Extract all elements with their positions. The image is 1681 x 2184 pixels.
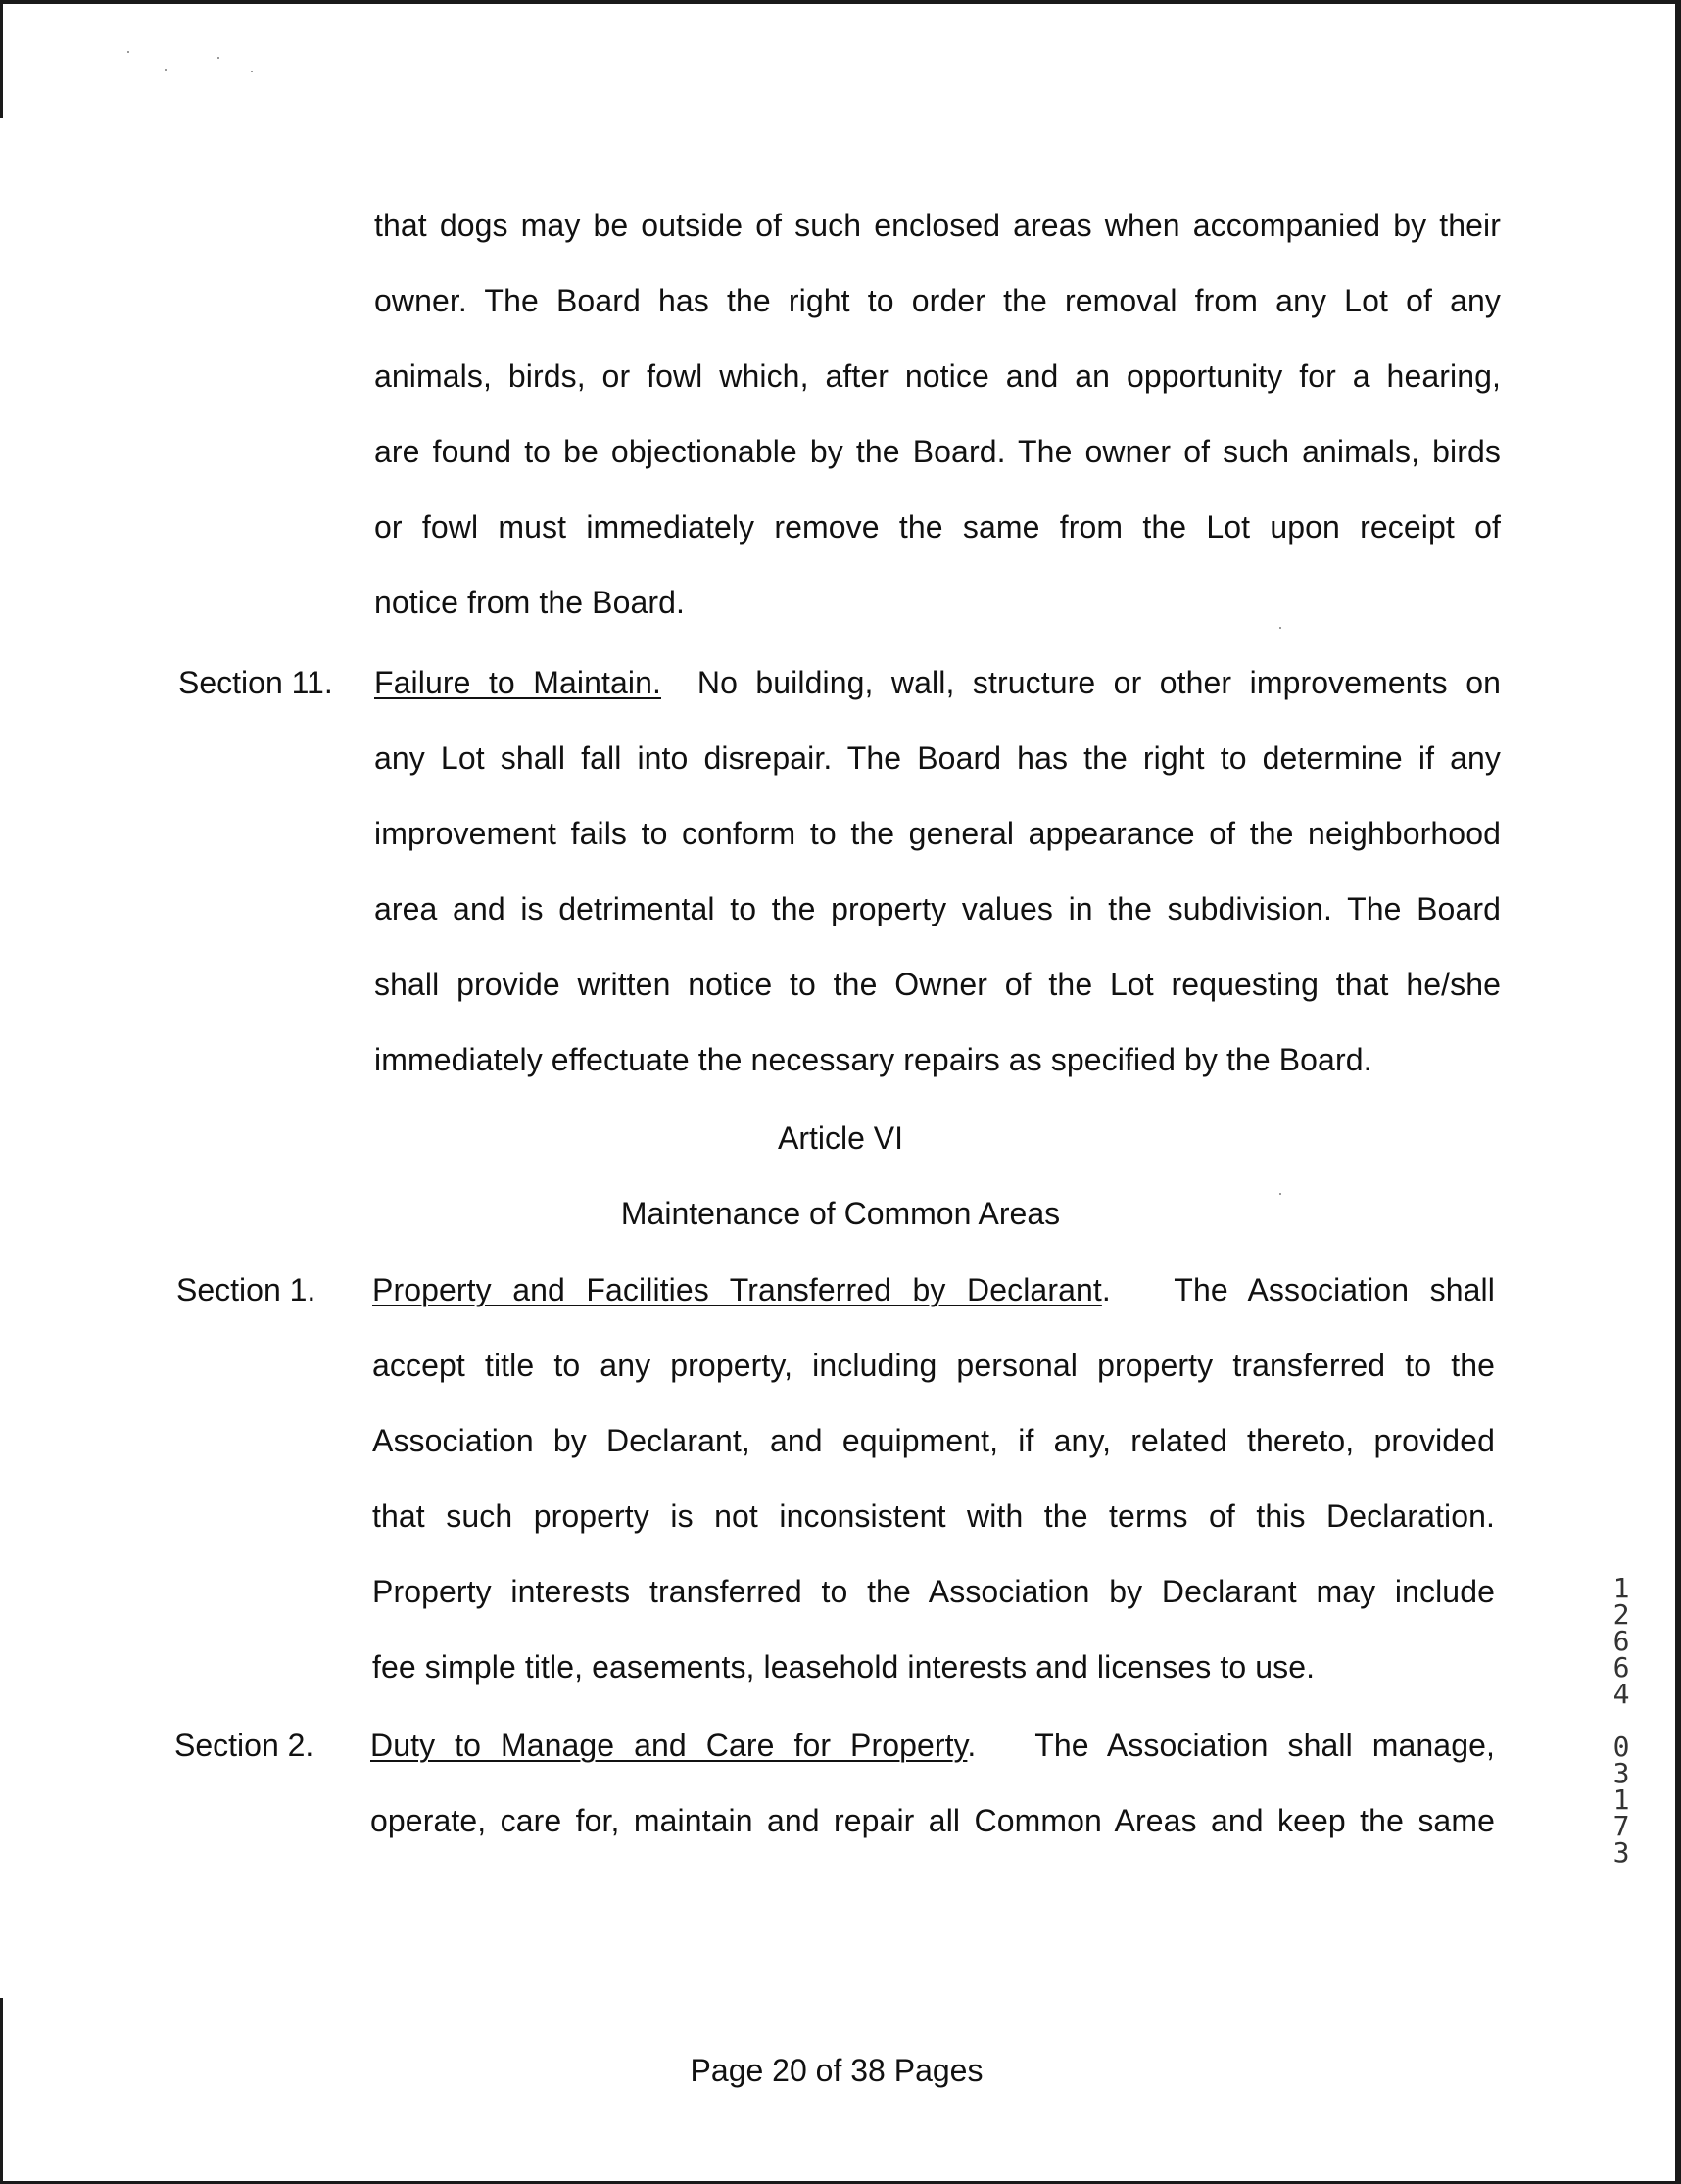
text-line: or fowl must immediately remove the same from the Lot upon receipt of	[374, 509, 1501, 545]
stamp-digit: 4	[1612, 1678, 1630, 1710]
section-heading: Failure to Maintain.	[374, 665, 661, 700]
scan-border-left-top	[0, 0, 3, 118]
text-line: that such property is not inconsistent with the terms of this Declaration.	[372, 1498, 1495, 1534]
scan-speck	[127, 51, 129, 53]
section-heading-line	[374, 663, 1501, 702]
section-heading-period: .	[1101, 1272, 1111, 1307]
section-label: Section 1.	[176, 1272, 316, 1307]
text-line: improvement fails to conform to the general appearance of the neighborhood	[374, 816, 1501, 851]
stamp-digit: 7	[1612, 1810, 1630, 1842]
section-text: The Association shall manage,	[1034, 1728, 1495, 1763]
text-line: operate, care for, maintain and repair all Common Areas and keep the same	[370, 1803, 1495, 1838]
stamp-digit: 3	[1612, 1757, 1630, 1789]
scan-speck	[217, 57, 219, 59]
stamp-digit: 1	[1612, 1572, 1630, 1604]
stamp-digit: 2	[1612, 1598, 1630, 1631]
section-heading: Duty to Manage and Care for Property	[370, 1728, 968, 1763]
text-line: shall provide written notice to the Owner of the Lot requesting that he/she	[374, 967, 1501, 1002]
text-line: notice from the Board.	[374, 585, 686, 620]
recording-number-stamp	[1607, 1572, 1636, 1869]
stamp-gap	[1607, 1707, 1636, 1733]
text-line: Association by Declarant, and equipment, if any, related thereto, provided	[372, 1423, 1495, 1458]
article-number: Article VI	[777, 1120, 904, 1156]
section-heading-line	[372, 1270, 1495, 1309]
stamp-digit: 0	[1612, 1731, 1630, 1763]
scan-speck	[1279, 627, 1281, 629]
text-line: fee simple title, easements, leasehold interests and licenses to use.	[372, 1649, 1316, 1685]
text-line: accept title to any property, including personal property transferred to the	[372, 1348, 1495, 1383]
stamp-digit: 6	[1612, 1625, 1630, 1657]
section-label: Section 11.	[178, 665, 333, 700]
section-heading-line	[370, 1726, 1495, 1765]
text-line: area and is detrimental to the property values in the subdivision. The Board	[374, 891, 1501, 926]
scan-border-right	[1675, 0, 1681, 2184]
scan-border-left-bottom	[0, 1998, 3, 2184]
text-line: any Lot shall fall into disrepair. The Board has the right to determine if any	[374, 740, 1501, 776]
stamp-digit: 6	[1612, 1651, 1630, 1684]
text-line: immediately effectuate the necessary repairs as specified by the Board.	[374, 1042, 1372, 1077]
section-heading-period: .	[967, 1728, 977, 1763]
text-line: that dogs may be outside of such enclosed areas when accompanied by their	[374, 208, 1501, 243]
text-line: Property interests transferred to the Association by Declarant may include	[372, 1574, 1495, 1609]
text-line: owner. The Board has the right to order the removal from any Lot of any	[374, 283, 1501, 318]
section-heading: Property and Facilities Transferred by Declarant	[372, 1272, 1102, 1307]
page-number: Page 20 of 38 Pages	[690, 2053, 984, 2088]
stamp-digit: 3	[1612, 1836, 1630, 1869]
section-text: The Association shall	[1174, 1272, 1495, 1307]
text-line: are found to be objectionable by the Board. The owner of such animals, birds	[374, 434, 1501, 469]
section-label: Section 2.	[174, 1728, 314, 1763]
stamp-digit: 1	[1612, 1783, 1630, 1816]
scan-border-top	[0, 0, 1681, 4]
scan-speck	[251, 71, 253, 72]
text-line: animals, birds, or fowl which, after notice and an opportunity for a hearing,	[374, 358, 1501, 394]
scan-speck	[165, 69, 167, 71]
section-text: No building, wall, structure or other improvements on	[696, 665, 1501, 700]
article-title: Maintenance of Common Areas	[620, 1196, 1061, 1231]
